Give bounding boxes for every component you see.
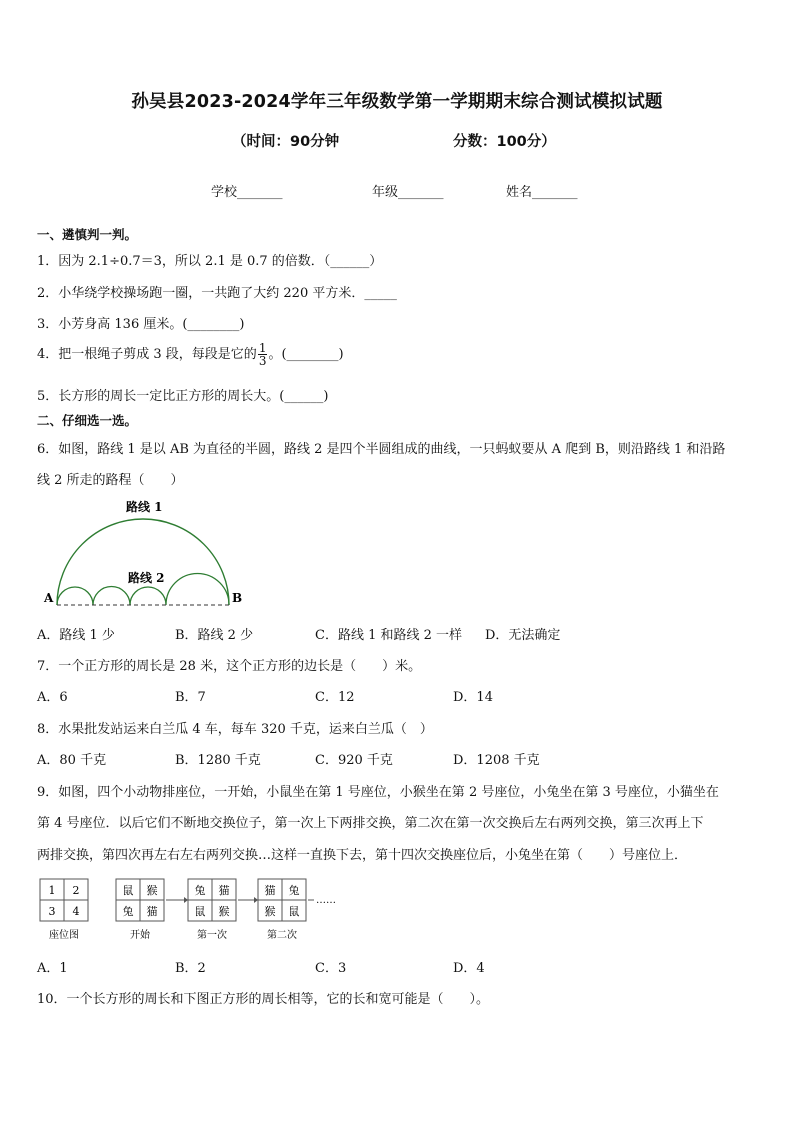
question-9-line-2: 第 4 号座位．以后它们不断地交换位子，第一次上下两排交换，第二次在第一次交换后左右两列交换，第三次再上下 xyxy=(37,816,704,831)
section-1-heading: 一、遴慎判一判。 xyxy=(37,227,138,242)
q7-option-c: C．12 xyxy=(315,690,355,705)
seat-grid-second-swap xyxy=(258,879,306,941)
question-9-line-3: 两排交换，第四次再左右左右两列交换…这样一直换下去，第十四次交换座位后，小兔坐在第（ ）号座位上． xyxy=(37,848,688,863)
q7-option-d: D．14 xyxy=(453,690,493,705)
question-10: 10．一个长方形的周长和下图正方形的周长相等，它的长和宽可能是（ ）。 xyxy=(37,992,490,1007)
route-1-label: 路线 1 xyxy=(126,500,163,514)
name-field: 姓名_______ xyxy=(506,185,578,200)
grid3-cell-1: 兔 xyxy=(194,884,206,897)
route-diagram xyxy=(38,495,248,610)
q8-option-a: A．80 千克 xyxy=(37,753,107,768)
grade-field: 年级_______ xyxy=(372,185,444,200)
grid1-cell-4: 4 xyxy=(72,905,80,918)
grid1-caption: 座位图 xyxy=(49,930,79,941)
page-title: 孙吴县2023-2024学年三年级数学第一学期期末综合测试模拟试题 xyxy=(131,92,663,112)
grid2-cell-1: 鼠 xyxy=(122,884,134,897)
q9-option-c: C．3 xyxy=(315,961,347,976)
grid3-cell-4: 猴 xyxy=(218,905,230,918)
grid4-cell-2: 兔 xyxy=(288,884,300,897)
question-9-line-1: 9．如图，四个小动物排座位，一开始，小鼠坐在第 1 号座位，小猴坐在第 2 号座位，小兔坐在第 3 号座位，小猫坐在 xyxy=(37,785,719,800)
fraction-denominator: 3 xyxy=(258,354,267,368)
seat-grid-start xyxy=(116,879,164,941)
grid3-caption: 第一次 xyxy=(197,930,227,941)
question-7: 7．一个正方形的周长是 28 米，这个正方形的边长是（ ）米。 xyxy=(37,659,422,674)
grid2-cell-2: 猴 xyxy=(146,884,158,897)
seat-diagram xyxy=(38,876,350,946)
q9-option-d: D．4 xyxy=(453,961,485,976)
grid1-cell-3: 3 xyxy=(48,905,56,918)
q6-option-a: A．路线 1 少 xyxy=(37,628,115,643)
route-2-label: 路线 2 xyxy=(128,571,165,585)
q6-option-b: B．路线 2 少 xyxy=(175,628,254,643)
q7-option-b: B．7 xyxy=(175,690,206,705)
score-label: 分数：100分） xyxy=(453,134,556,150)
route-1-arc xyxy=(57,519,229,605)
question-2: 2．小华绕学校操场跑一圈，一共跑了大约 220 平方米．_____ xyxy=(37,286,397,301)
question-6-line-1: 6．如图，路线 1 是以 AB 为直径的半圆，路线 2 是四个半圆组成的曲线，一只蚂蚁要从 A 爬到 B，则沿路线 1 和沿路 xyxy=(37,442,726,457)
grid4-cell-1: 猫 xyxy=(264,884,276,897)
grid4-caption: 第二次 xyxy=(267,930,297,941)
question-3: 3．小芳身高 136 厘米。(________) xyxy=(37,317,245,332)
q8-option-b: B．1280 千克 xyxy=(175,753,261,768)
grid4-cell-4: 鼠 xyxy=(288,905,300,918)
q9-option-b: B．2 xyxy=(175,961,206,976)
continuation-ellipsis: …… xyxy=(316,895,336,906)
grid3-cell-3: 鼠 xyxy=(194,905,206,918)
question-1: 1．因为 2.1÷0.7＝3，所以 2.1 是 0.7 的倍数．（______） xyxy=(37,254,383,269)
grid2-caption: 开始 xyxy=(130,930,150,941)
question-5: 5．长方形的周长一定比正方形的周长大。(______) xyxy=(37,389,329,404)
question-4-text: 4．把一根绳子剪成 3 段，每段是它的 xyxy=(37,347,257,362)
arrow-2-head xyxy=(254,897,258,903)
point-a-label: A xyxy=(44,591,54,605)
question-6-line-2: 线 2 所走的路程（ ） xyxy=(37,473,184,488)
seat-grid-first-swap xyxy=(188,879,236,941)
fraction-one-third xyxy=(258,342,268,367)
q6-option-c: C．路线 1 和路线 2 一样 xyxy=(315,628,463,643)
question-4-blank: 。(________) xyxy=(268,347,344,362)
q8-option-d: D．1208 千克 xyxy=(453,753,540,768)
section-2-heading: 二、仔细选一选。 xyxy=(37,413,138,428)
q6-option-d: D．无法确定 xyxy=(485,628,561,643)
q7-option-a: A．6 xyxy=(37,690,68,705)
arrow-1-head xyxy=(184,897,188,903)
grid1-cell-2: 2 xyxy=(72,884,80,897)
school-field: 学校_______ xyxy=(211,185,283,200)
fraction-numerator: 1 xyxy=(258,341,267,355)
grid2-cell-4: 猫 xyxy=(146,905,158,918)
grid1-cell-1: 1 xyxy=(48,884,56,897)
grid4-cell-3: 猴 xyxy=(264,905,276,918)
grid3-cell-2: 猫 xyxy=(218,884,230,897)
question-4 xyxy=(37,342,344,367)
point-b-label: B xyxy=(232,591,243,605)
seat-grid-chart xyxy=(40,879,88,941)
q9-option-a: A．1 xyxy=(37,961,68,976)
route-2-arcs-left xyxy=(57,587,130,605)
question-8: 8．水果批发站运来白兰瓜 4 车，每车 320 千克，运来白兰瓜（ ） xyxy=(37,722,433,737)
q8-option-c: C．920 千克 xyxy=(315,753,393,768)
time-label: （时间：90分钟 xyxy=(232,134,340,150)
grid2-cell-3: 兔 xyxy=(122,905,134,918)
